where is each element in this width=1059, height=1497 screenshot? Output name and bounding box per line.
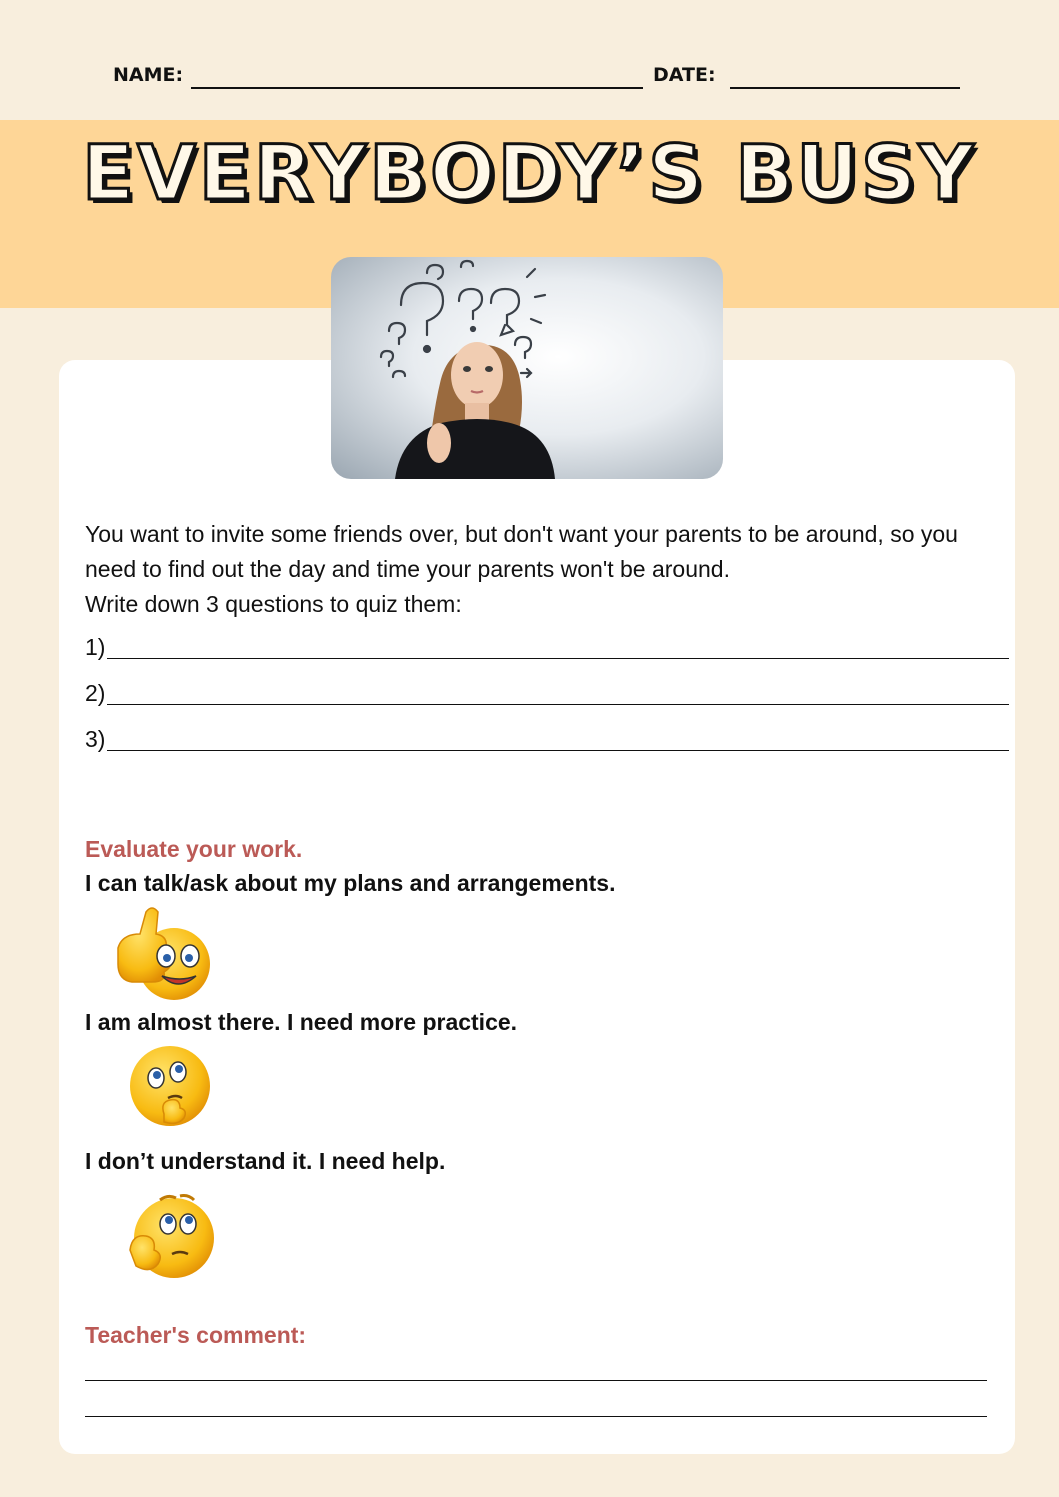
question-doodles-icon xyxy=(331,257,723,479)
instructions-text xyxy=(85,517,995,622)
date-field[interactable] xyxy=(730,87,960,89)
teacher-comment-heading: Teacher's comment: xyxy=(85,1322,307,1348)
statement-confident: I can talk/ask about my plans and arrangements. xyxy=(85,870,616,896)
thumbs-up-emoji-icon xyxy=(110,906,214,1002)
answer-number: 1) xyxy=(85,634,106,660)
name-date-row xyxy=(113,60,963,90)
answer-underline[interactable] xyxy=(107,750,1009,751)
name-field[interactable] xyxy=(191,87,643,89)
thinking-emoji-icon xyxy=(124,1044,214,1132)
date-label: DATE: xyxy=(653,64,716,86)
answer-number: 2) xyxy=(85,680,106,706)
instructions-prompt: Write down 3 questions to quiz them: xyxy=(85,591,462,617)
confused-emoji-icon xyxy=(124,1192,218,1282)
comment-line-2[interactable] xyxy=(85,1416,987,1417)
answer-number: 3) xyxy=(85,726,106,752)
comment-line-1[interactable] xyxy=(85,1380,987,1381)
statement-need-help: I don’t understand it. I need help. xyxy=(85,1148,446,1174)
answer-underline[interactable] xyxy=(107,658,1009,659)
page-title: EVERYBODY’S BUSY xyxy=(82,128,977,217)
statement-almost: I am almost there. I need more practice. xyxy=(85,1009,518,1035)
evaluate-heading: Evaluate your work. xyxy=(85,836,303,862)
thinking-woman-photo xyxy=(331,257,723,479)
answer-underline[interactable] xyxy=(107,704,1009,705)
instructions-paragraph: You want to invite some friends over, but don't want your parents to be around, so you need to find out the day and time your parents won't be around. xyxy=(85,521,958,582)
name-label: NAME: xyxy=(113,64,184,86)
